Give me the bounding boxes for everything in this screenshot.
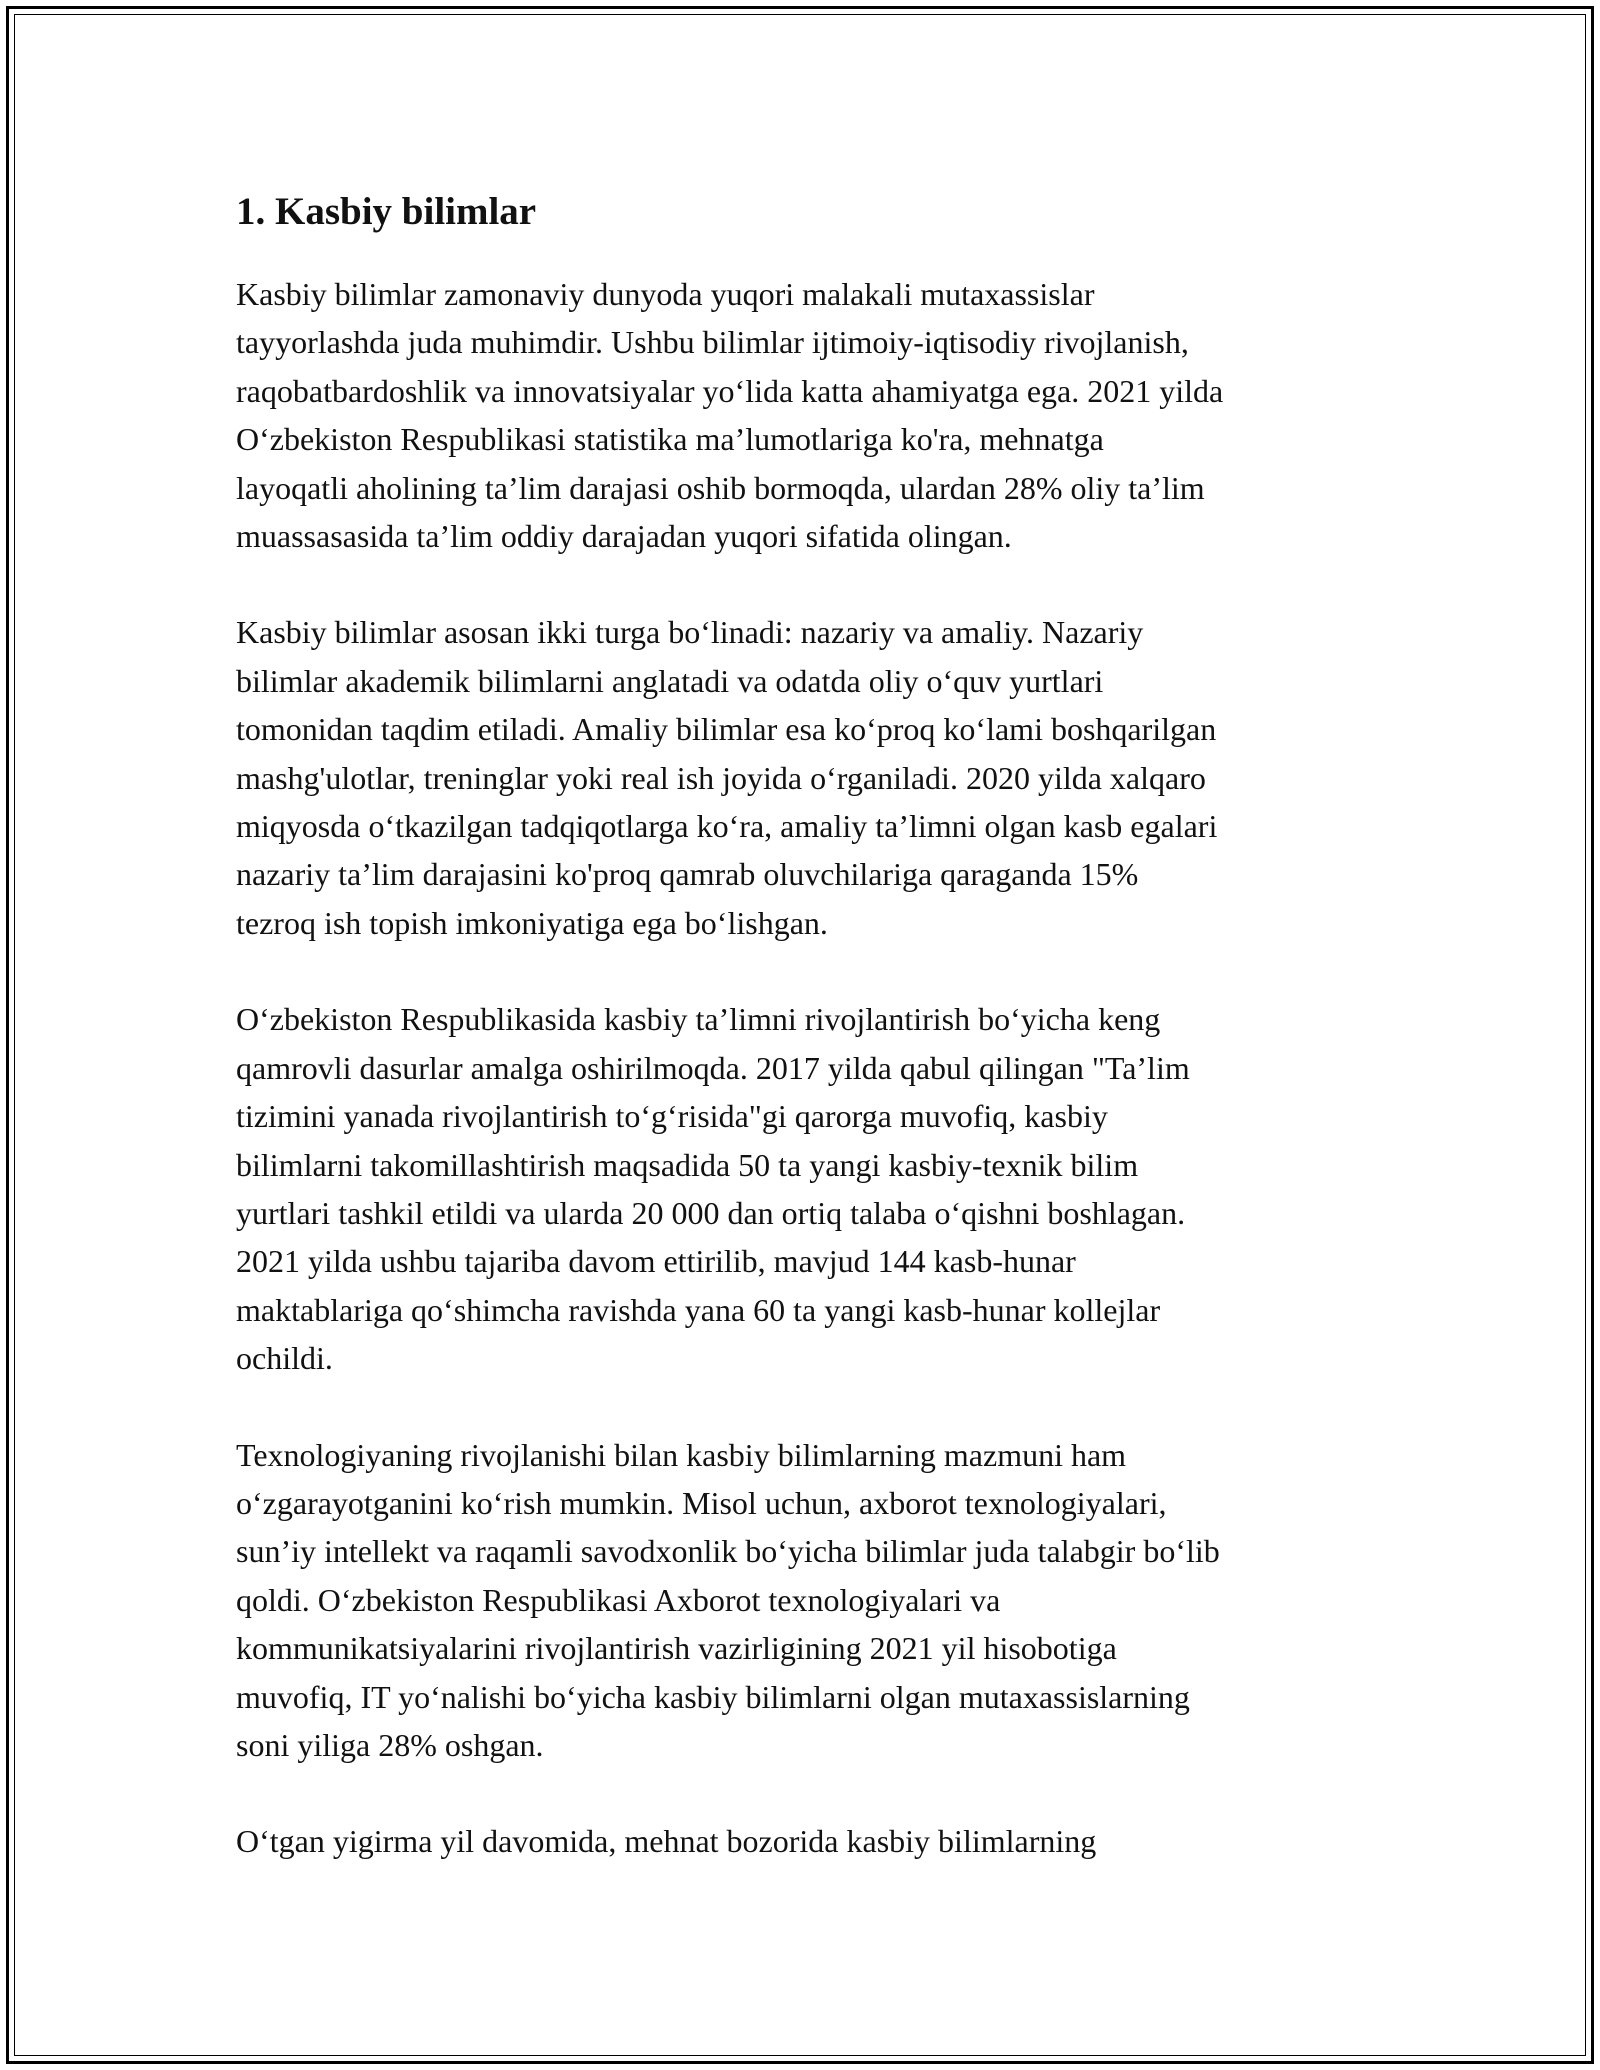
paragraph-2: Kasbiy bilimlar asosan ikki turga bo‘linadi: nazariy va amaliy. Nazariy bilimlar akademik bilimlarni anglatadi va odatda oliy o‘quv yurtlari tomonidan taqdim etiladi. Amaliy bilimlar esa ko‘proq ko‘lami boshqarilgan mashg'ulotlar, treninglar yoki real ish joyida o‘rganiladi. 2020 yilda xalqaro miqyosda o‘tkazilgan tadqiqotlarga ko‘ra, amaliy ta’limni olgan kasb egalari nazariy ta’lim darajasini ko'proq qamrab oluvchilariga qaraganda 15% tezroq ish topish imkoniyatiga ega bo‘lishgan. — [236, 614, 1218, 941]
paragraph-4: Texnologiyaning rivojlanishi bilan kasbiy bilimlarning mazmuni ham o‘zgarayotganini ko‘rish mumkin. Misol uchun, axborot texnologiyalari, sun’iy intellekt va raqamli savodxonlik bo‘yicha bilimlar juda talabgir bo‘lib qoldi. O‘zbekiston Respublikasi Axborot texnologiyalari va kommunikatsiyalarini rivojlantirish vazirligining 2021 yil hisobotiga muvofiq, IT yo‘nalishi bo‘yicha kasbiy bilimlarni olgan mutaxassislarning soni yiliga 28% oshgan. — [236, 1436, 1220, 1763]
paragraph-1: Kasbiy bilimlar zamonaviy dunyoda yuqori malakali mutaxassislar tayyorlashda juda muhimdir. Ushbu bilimlar ijtimoiy-iqtisodiy rivojlanish, raqobatbardoshlik va innovatsiyalar yo‘lida katta ahamiyatga ega. 2021 yilda O‘zbekiston Respublikasi statistika ma’lumotlariga ko'ra, mehnatga layoqatli aholining ta’lim darajasi oshib bormoqda, ulardan 28% oliy ta’lim muassasasida ta’lim oddiy darajadan yuqori sifatida olingan. — [236, 276, 1224, 555]
section-heading: 1. Kasbiy bilimlar — [236, 190, 537, 233]
paragraph-5: O‘tgan yigirma yil davomida, mehnat bozorida kasbiy bilimlarning — [236, 1823, 1097, 1860]
document-body — [236, 184, 1386, 1914]
paragraph-3: O‘zbekiston Respublikasida kasbiy ta’limni rivojlantirish bo‘yicha keng qamrovli dasurlar amalga oshirilmoqda. 2017 yilda qabul qilingan "Ta’lim tizimini yanada rivojlantirish to‘g‘risida"gi qarorga muvofiq, kasbiy bilimlarni takomillashtirish maqsadida 50 ta yangi kasbiy-texnik bilim yurtlari tashkil etildi va ularda 20 000 dan ortiq talaba o‘qishni boshlagan. 2021 yilda ushbu tajariba davom ettirilib, mavjud 144 kasb-hunar maktablariga qo‘shimcha ravishda yana 60 ta yangi kasb-hunar kollejlar ochildi. — [236, 1001, 1190, 1377]
